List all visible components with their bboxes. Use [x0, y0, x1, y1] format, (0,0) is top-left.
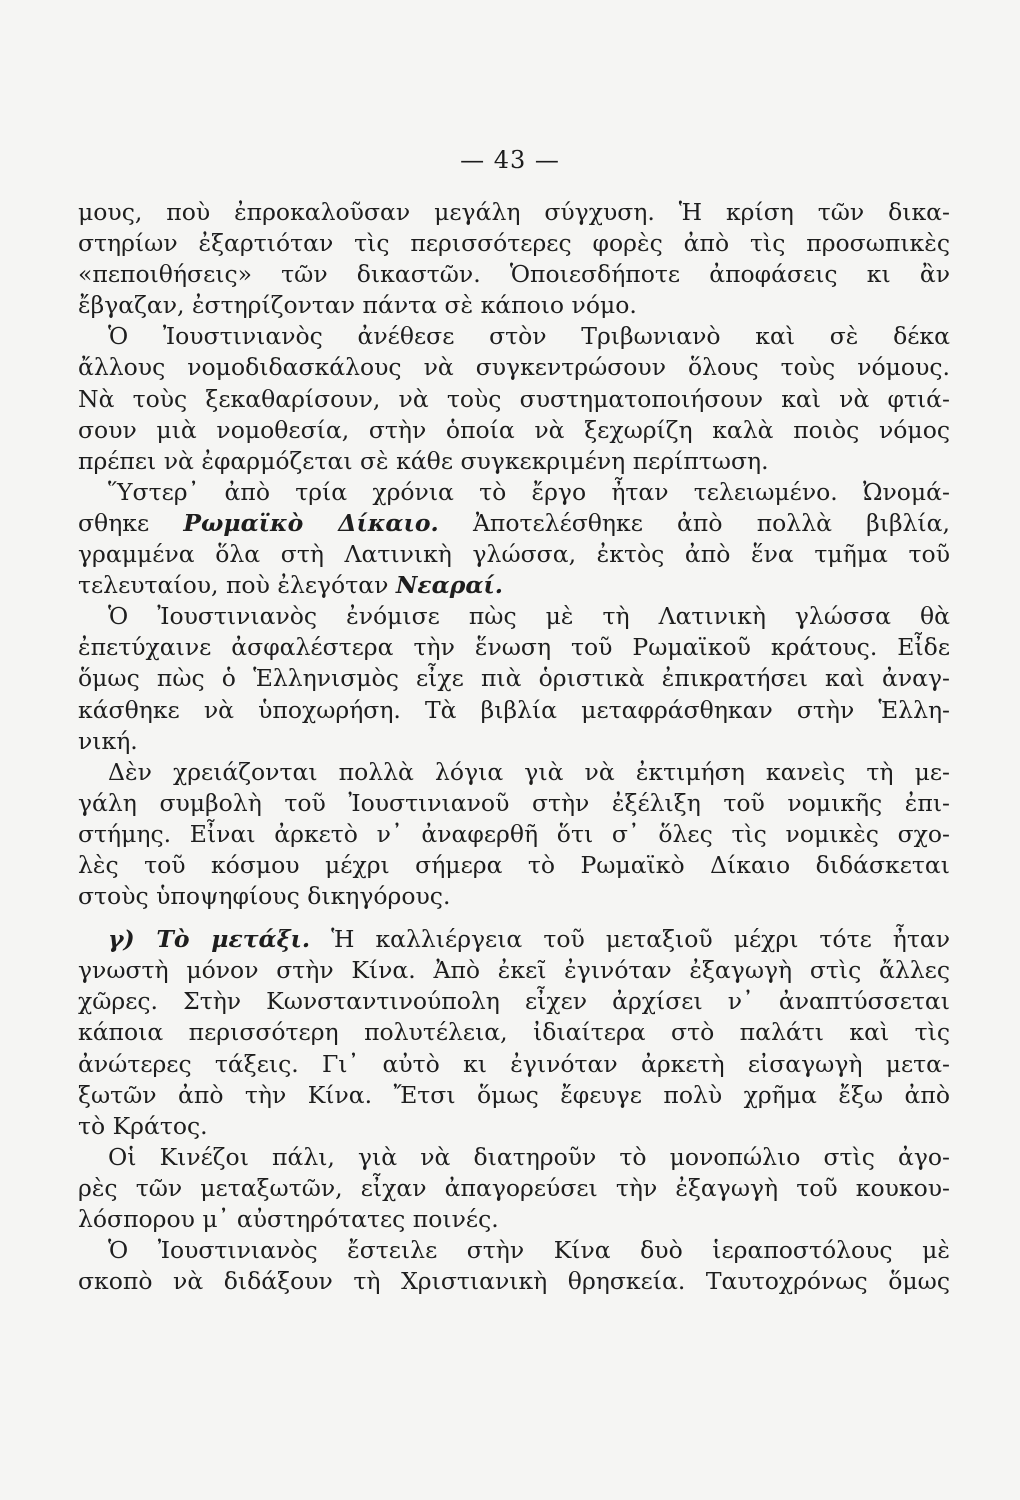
text-line: Ὁ Ἰουστινιανὸς ἐνόμισε πὼς μὲ τὴ Λατινικὴ γλώσσα θὰ: [108, 602, 950, 631]
text-line: Οἱ Κινέζοι πάλι, γιὰ νὰ διατηροῦν τὸ μονοπώλιο στὶς ἀγο-: [108, 1142, 950, 1171]
text-line: γνωστὴ μόνον στὴν Κίνα. Ἀπὸ ἐκεῖ ἐγινόταν ἐξαγωγὴ στὶς ἄλλες: [78, 956, 950, 985]
text-line: στηρίων ἐξαρτιόταν τὶς περισσότερες φορὲς ἀπὸ τὶς προσωπικὲς: [78, 229, 950, 258]
text-line: ξωτῶν ἀπὸ τὴν Κίνα. Ἔτσι ὅμως ἔφευγε πολὺ χρῆμα ἔξω ἀπὸ: [78, 1080, 950, 1109]
text-fragment: τελευταίου, ποὺ ἐλεγόταν: [78, 571, 389, 600]
text-fragment: σθηκε: [78, 508, 150, 537]
text-line: χῶρες. Στὴν Κωνσταντινούπολη εἶχεν ἀρχίσει ν᾽ ἀναπτύσσεται: [78, 987, 950, 1016]
text-fragment: Ἡ καλλιέργεια τοῦ μεταξιοῦ μέχρι τότε ἦταν: [331, 925, 950, 954]
text-line: ὅμως πὼς ὁ Ἑλληνισμὸς εἶχε πιὰ ὁριστικὰ ἐπικρατήσει καὶ ἀναγ-: [78, 664, 950, 693]
text-line: νική.: [78, 726, 138, 755]
text-line: [78, 570, 950, 601]
bold-term: Νεαραί.: [395, 571, 503, 600]
text-line: Ὕστερ᾽ ἀπὸ τρία χρόνια τὸ ἔργο ἦταν τελειωμένο. Ὠνομά-: [108, 477, 950, 506]
section-gap: [78, 912, 950, 924]
text-line: ρὲς τῶν μεταξωτῶν, εἶχαν ἀπαγορεύσει τὴν ἐξαγωγὴ τοῦ κουκου-: [78, 1173, 950, 1202]
page-number: — 43 —: [460, 146, 560, 174]
text-line: Νὰ τοὺς ξεκαθαρίσουν, νὰ τοὺς συστηματοποιήσουν καὶ νὰ φτιά-: [78, 384, 950, 413]
text-line: Ὁ Ἰουστινιανὸς ἔστειλε στὴν Κίνα δυὸ ἱεραποστόλους μὲ: [108, 1236, 950, 1265]
section-heading: γ) Τὸ μετάξι.: [108, 925, 311, 954]
text-line: [78, 508, 950, 539]
text-line: κάποια περισσότερη πολυτέλεια, ἰδιαίτερα στὸ παλάτι καὶ τὶς: [78, 1018, 950, 1047]
text-line: στοὺς ὑποψηφίους δικηγόρους.: [78, 882, 451, 911]
text-line: ἔβγαζαν, ἐστηρίζονταν πάντα σὲ κάποιο νόμο.: [78, 291, 637, 320]
text-line: Ὁ Ἰουστινιανὸς ἀνέθεσε στὸν Τριβωνιανὸ καὶ σὲ δέκα: [108, 322, 950, 351]
text-line: ἄλλους νομοδιδασκάλους νὰ συγκεντρώσουν ὅλους τοὺς νόμους.: [78, 353, 950, 382]
text-line: Δὲν χρειάζονται πολλὰ λόγια γιὰ νὰ ἐκτιμήση κανεὶς τὴ με-: [108, 757, 950, 786]
text-line: «πεποιθήσεις» τῶν δικαστῶν. Ὁποιεσδήποτε ἀποφάσεις κι ἂν: [78, 260, 950, 289]
text-line: κάσθηκε νὰ ὑποχωρήση. Τὰ βιβλία μεταφράσθηκαν στὴν Ἑλλη-: [78, 695, 950, 724]
text-line: ἐπετύχαινε ἀσφαλέστερα τὴν ἕνωση τοῦ Ρωμαϊκοῦ κράτους. Εἶδε: [78, 633, 950, 662]
text-line: πρέπει νὰ ἐφαρμόζεται σὲ κάθε συγκεκριμένη περίπτωση.: [78, 446, 769, 475]
text-line: λόσπορου μ᾽ αὐστηρότατες ποινές.: [78, 1205, 499, 1233]
text-line: γάλη συμβολὴ τοῦ Ἰουστινιανοῦ στὴν ἐξέλιξη τοῦ νομικῆς ἐπι-: [78, 788, 950, 817]
body-text: [78, 197, 950, 1297]
section-heading-line: [78, 924, 950, 955]
text-line: τὸ Κράτος.: [78, 1111, 208, 1140]
text-line: σουν μιὰ νομοθεσία, στὴν ὁποία νὰ ξεχωρίζη καλὰ ποιὸς νόμος: [78, 415, 950, 444]
text-fragment: Ἀποτελέσθηκε ἀπὸ πολλὰ βιβλία,: [472, 508, 950, 537]
text-line: σκοπὸ νὰ διδάξουν τὴ Χριστιανικὴ θρησκεία. Ταυτοχρόνως ὅμως: [78, 1267, 950, 1296]
text-line: μους, ποὺ ἐπροκαλοῦσαν μεγάλη σύγχυση. Ἡ κρίση τῶν δικα-: [78, 198, 950, 226]
text-line: στήμης. Εἶναι ἀρκετὸ ν᾽ ἀναφερθῆ ὅτι σ᾽ ὅλες τὶς νομικὲς σχο-: [78, 819, 950, 848]
text-line: λὲς τοῦ κόσμου μέχρι σήμερα τὸ Ρωμαϊκὸ Δίκαιο διδάσκεται: [78, 850, 950, 879]
text-line: γραμμένα ὅλα στὴ Λατινικὴ γλώσσα, ἐκτὸς ἀπὸ ἕνα τμῆμα τοῦ: [78, 540, 950, 569]
bold-term: Ρωμαϊκὸ Δίκαιο.: [183, 508, 439, 537]
text-line: ἀνώτερες τάξεις. Γι᾽ αὐτὸ κι ἐγινόταν ἀρκετὴ εἰσαγωγὴ μετα-: [78, 1049, 950, 1078]
